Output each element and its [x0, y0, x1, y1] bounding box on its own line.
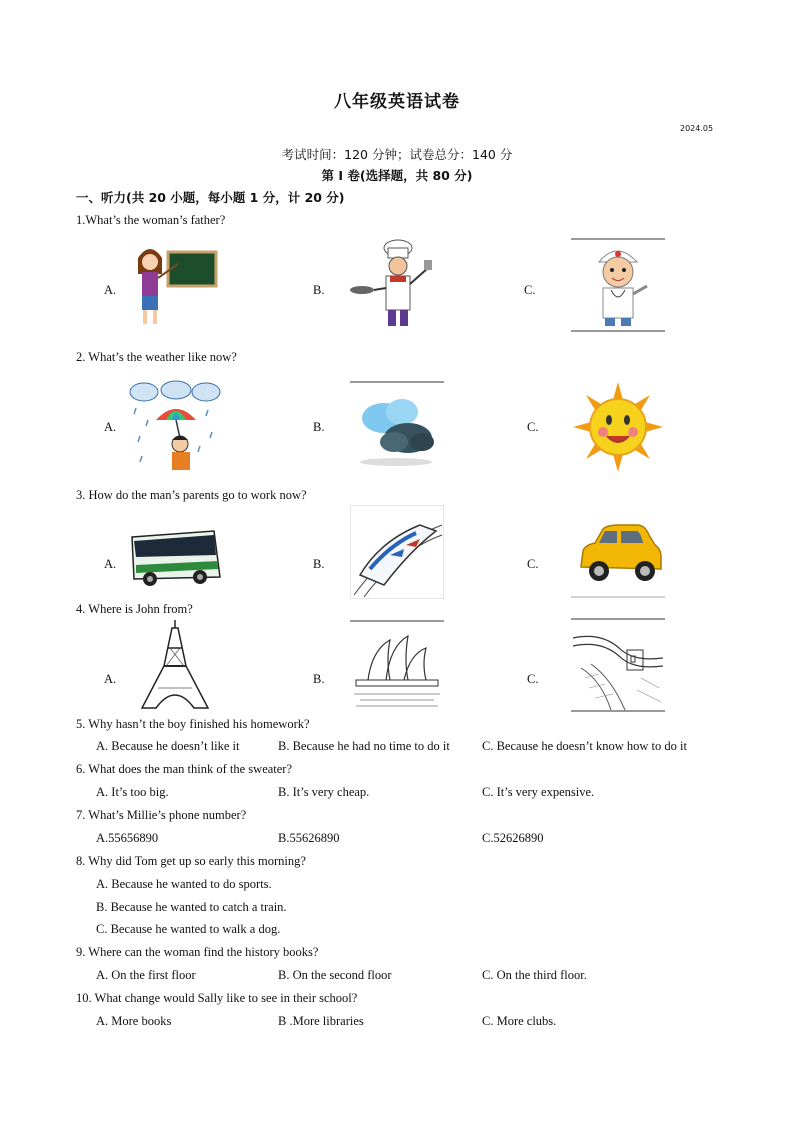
option-label-a: A. — [104, 672, 117, 686]
question-6-option-c: C. It’s very expensive. — [482, 785, 595, 799]
question-9-option-a: A. On the first floor — [96, 968, 196, 982]
cloudy-icon — [350, 380, 444, 474]
question-8: 8. Why did Tom get up so early this morning? — [76, 854, 306, 868]
opera-house-icon — [350, 620, 444, 714]
option-label-a: A. — [104, 420, 117, 434]
option-label-b: B. — [313, 672, 325, 686]
option-label-c: C. — [524, 283, 536, 297]
option-label-c: C. — [527, 672, 539, 686]
question-8-option-c: C. Because he wanted to walk a dog. — [96, 922, 281, 936]
option-label-b: B. — [313, 557, 325, 571]
great-wall-icon — [571, 618, 665, 712]
question-10: 10. What change would Sally like to see in their school? — [76, 991, 358, 1005]
volume-heading: 第 I 卷(选择题，共 80 分) — [321, 168, 473, 183]
teacher-icon — [128, 238, 222, 332]
option-label-a: A. — [104, 283, 117, 297]
doctor-icon — [571, 238, 665, 332]
question-7-option-b: B.55626890 — [278, 831, 340, 845]
sun-icon — [571, 380, 665, 474]
question-4: 4. Where is John from? — [76, 602, 193, 616]
question-5-option-c: C. Because he doesn’t know how to do it — [482, 739, 687, 753]
question-6-option-b: B. It’s very cheap. — [278, 785, 370, 799]
question-8-option-b: B. Because he wanted to catch a train. — [96, 900, 287, 914]
question-7-option-a: A.55656890 — [96, 831, 159, 845]
question-6-option-a: A. It’s too big. — [96, 785, 169, 799]
question-5: 5. Why hasn’t the boy finished his homework? — [76, 717, 310, 731]
bus-icon — [128, 507, 222, 601]
option-label-a: A. — [104, 557, 117, 571]
question-3: 3. How do the man’s parents go to work now? — [76, 488, 307, 502]
train-icon — [350, 505, 444, 599]
eiffel-tower-icon — [128, 618, 222, 712]
page-title: 八年级英语试卷 — [334, 92, 460, 112]
option-label-b: B. — [313, 283, 325, 297]
section-heading: 一、听力(共 20 小题，每小题 1 分，计 20 分) — [76, 190, 345, 205]
question-10-option-a: A. More books — [96, 1014, 172, 1028]
option-label-b: B. — [313, 420, 325, 434]
chef-icon — [348, 238, 442, 332]
option-label-c: C. — [527, 557, 539, 571]
question-9-option-b: B. On the second floor — [278, 968, 392, 982]
question-9: 9. Where can the woman find the history books? — [76, 945, 319, 959]
question-7: 7. What’s Millie’s phone number? — [76, 808, 247, 822]
car-icon — [571, 505, 665, 599]
question-7-option-c: C.52626890 — [482, 831, 544, 845]
rain-icon — [128, 380, 222, 474]
exam-date: 2024.05 — [680, 124, 714, 133]
exam-info: 考试时间：120 分钟；试卷总分：140 分 — [281, 147, 513, 162]
question-6: 6. What does the man think of the sweater? — [76, 762, 293, 776]
question-8-option-a: A. Because he wanted to do sports. — [96, 877, 272, 891]
question-9-option-c: C. On the third floor. — [482, 968, 587, 982]
option-label-c: C. — [527, 420, 539, 434]
question-2: 2. What’s the weather like now? — [76, 350, 237, 364]
question-5-option-a: A. Because he doesn’t like it — [96, 739, 240, 753]
question-10-option-b: B .More libraries — [278, 1014, 364, 1028]
question-5-option-b: B. Because he had no time to do it — [278, 739, 450, 753]
question-1: 1.What’s the woman’s father? — [76, 213, 226, 227]
question-10-option-c: C. More clubs. — [482, 1014, 557, 1028]
